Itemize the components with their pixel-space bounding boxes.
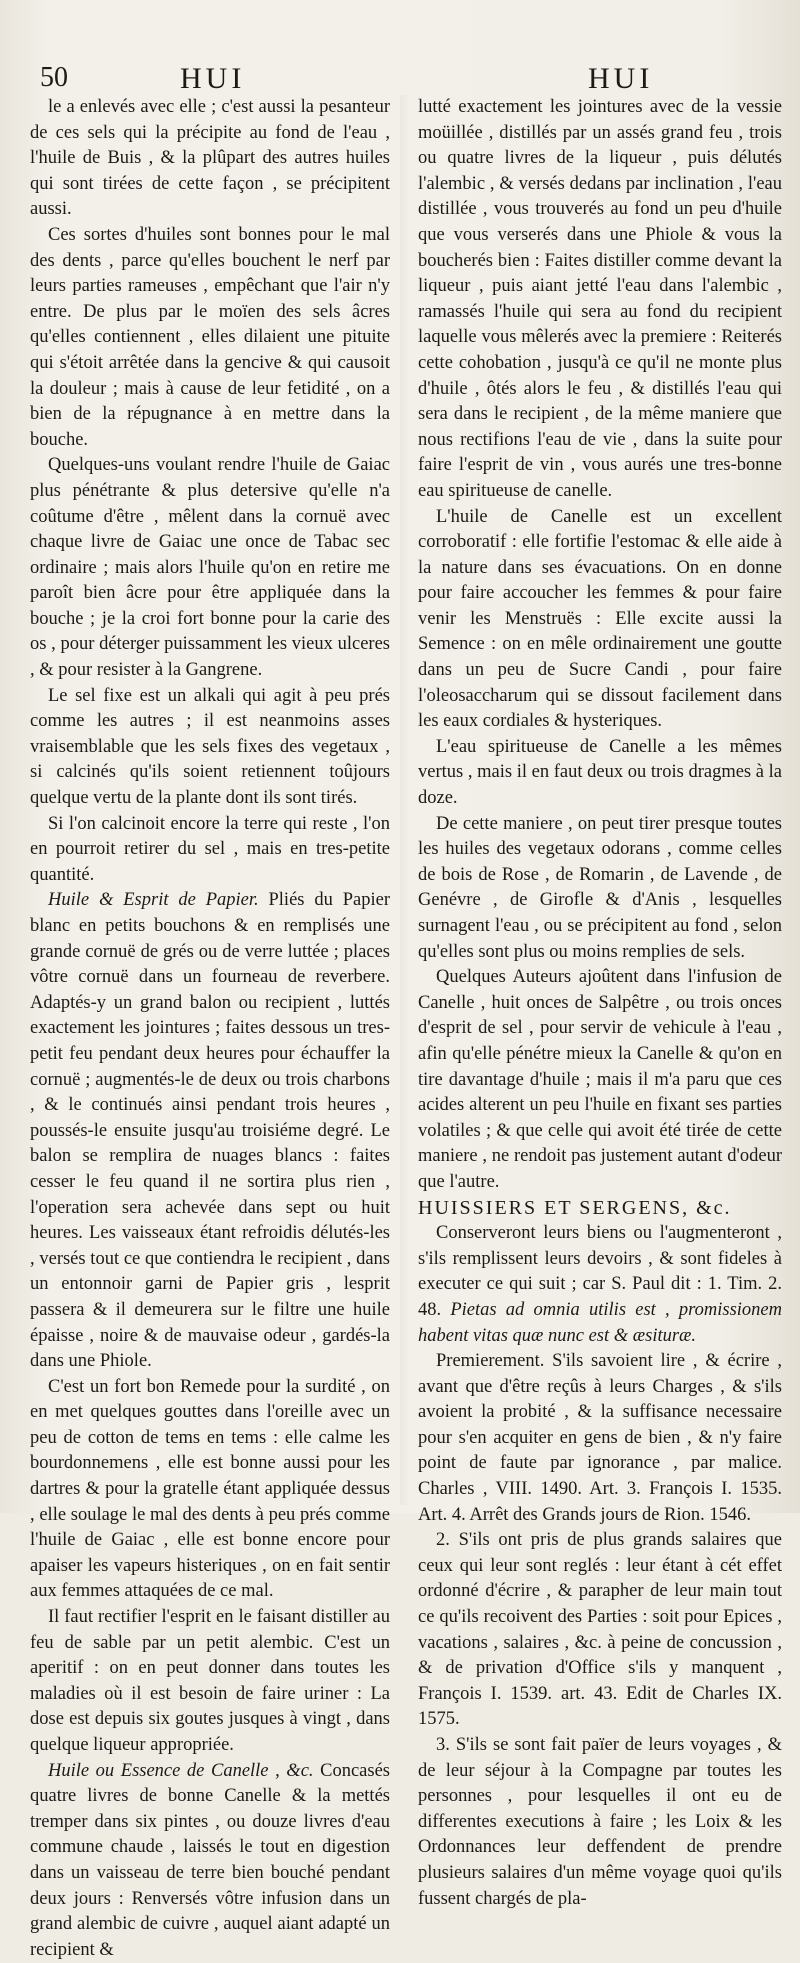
paragraph: Si l'on calcinoit encore la terre qui reste , l'on en pourroit retirer du sel , mais en tres-petite quantité. bbox=[30, 813, 390, 885]
paragraph: Quelques Auteurs ajoûtent dans l'infusion de Canelle , huit onces de Salpêtre , ou trois onces d'esprit de sel , pour servir de vehicule à l'eau , afin qu'elle pénétre mieux la Canelle & qu'on en tire davantage d'huile ; mais il m'a paru que ces acides alterent un peu l'huile en fixant ses parties volatiles ; & que celle qui avoit été tirée de cette maniere , ne rendoit pas justement autant d'odeur que l'autre. bbox=[418, 967, 782, 1192]
paragraph: le a enlevés avec elle ; c'est aussi la pesanteur de ces sels qui la précipite au fond de l'eau , l'huile de Buis , & la plûpart des autres huiles qui sont tirées de cette façon , se précipitent aussi. bbox=[30, 97, 390, 220]
paragraph: lutté exactement les jointures avec de la vessie moüillée , distillés par un assés grand feu , trois ou quatre livres de la liqueur , puis délutés l'alembic , & versés dedans par inclination , l'eau distillée , vous trouverés au fond un peu d'huile que vous verserés dans une Phiole & vous la boucherés bien : Faites distiller comme devant la liqueur , puis aiant jetté l'eau dans l'alembic , ramassés l'huile qui sera au fond du recipient laquelle vous mêlerés avec la premiere : Reiterés cette cohobation , jusqu'à ce qu'il ne monte plus d'huile , ôtés alors le feu , & distillés l'eau qui sera dans le recipient , de la même maniere que nous rectifions l'eau de vie , dans la suite pour faire l'esprit de vin , vous aurés une tres-bonne eau spiritueuse de canelle. bbox=[418, 97, 782, 501]
paragraph: Huile ou Essence de Canelle , &c. Concasés quatre livres de bonne Canelle & la mettés tremper dans six pintes , ou douze livres d'eau commune chaude , laissés le tout en digestion dans un vaisseau de terre bien bouché pendant deux jours : Renversés vôtre infusion dans un grand alembic de cuivre , auquel aiant adapté un recipient & bbox=[30, 1760, 391, 1960]
paragraph: C'est un fort bon Remede pour la surdité , on en met quelques gouttes dans l'oreille avec un peu de cotton de tems en tems : elle calme les bourdonnemens , elle est bonne aussi pour les dartres & pour la gratelle étant appliquée dessus , elle soulage le mal des dents à peu prés comme l'huile de Gaiac , elle est bonne encore pour apaiser les vapeurs histeriques , on en fait sentir aux femmes attaquées de ce mal. bbox=[30, 1376, 390, 1602]
paragraph: Le sel fixe est un alkali qui agit à peu prés comme les autres ; il est neanmoins asses vraisemblable que les sels fixes des vegetaux , si calcinés qu'ils soient retiennent toûjours quelque vertu de la plante dont ils sont tirés. bbox=[30, 685, 390, 809]
paragraph: L'eau spiritueuse de Canelle a les mêmes vertus , mais il en faut deux ou trois dragmes à la doze. bbox=[418, 736, 782, 809]
paragraph: L'huile de Canelle est un excellent corroboratif : elle fortifie l'estomac & elle aide à la nature dans ses évacuations. On en donne pour faire accoucher les femmes & pour faire venir les Menstruës : Elle excite aussi la Semence : on en mêle ordinairement une goutte dans un peu de Sucre Candi , pour faire l'oleosaccharum qui se dissout facilement dans les eaux cordiales & hysteriques. bbox=[418, 506, 782, 732]
paragraph: Quelques-uns voulant rendre l'huile de Gaiac plus pénétrante & plus detersive qu'elle n'a coûtume d'être , mêlent dans la cornuë avec chaque livre de Gaiac une once de Tabac sec ordinaire ; mais alors l'huile qu'on en retire me paroît bien âcre pour être appliquée dans la bouche ; je la croi fort bonne pour la carie des os , pour déterger puissamment les vieux ulceres , & pour resister à la Gangrene. bbox=[30, 455, 390, 681]
paragraph: De cette maniere , on peut tirer presque toutes les huiles des vegetaux odorans , comme celles de bois de Rose , de Romarin , de Lavende , de Genévre , de Girofle & d'Anis , lesquelles surnagent l'eau , ou se précipitent au fond , selon qu'elles sont plus ou moins remplies de sels. bbox=[418, 813, 782, 962]
run-in-heading: Huile ou Essence de Canelle , &c. bbox=[48, 1760, 314, 1781]
page-header bbox=[40, 48, 780, 98]
latin-quote: Pietas ad omnia utilis est , promissionem habent vitas quæ nunc est & æsituræ. bbox=[418, 1299, 782, 1346]
paragraph: Il faut rectifier l'esprit en le faisant distiller au feu de sable par un petit alembic. C'est un aperitif : on en peut donner dans toutes les maladies où il est besoin de faire uriner : La dose est depuis six goutes jusques à vingt , dans quelque liqueur appropriée. bbox=[30, 1607, 390, 1755]
gutter bbox=[400, 95, 410, 1505]
page-number: 50 bbox=[40, 62, 68, 93]
section-heading: HUISSIERS ET SERGENS, &c. bbox=[418, 1196, 732, 1219]
paragraph: 2. S'ils ont pris de plus grands salaires que ceux qui leur sont reglés : leur étant à cét effet ordonné d'écrire , & parapher de leur main tout ce qu'ils recoivent des Parties : soit pour Epices , vacations , salaires , &c. à peine de concussion , & de privation d'Office s'ils y manquent , François I. 1539. art. 43. Edit de Charles IX. 1575. bbox=[418, 1530, 782, 1730]
left-column bbox=[30, 95, 391, 1960]
paragraph: 3. S'ils se sont fait païer de leurs voyages , & de leur séjour à la Compagne par toutes les personnes , pour lesquelles il ont eu de differentes executions à faire ; les Loix & les Ordonnances leur deffendent de prendre plusieurs salaires d'un même voyage quoi qu'ils fussent chargés de pla- bbox=[418, 1735, 782, 1909]
right-column bbox=[418, 95, 782, 1909]
paragraph: Huile & Esprit de Papier. Pliés du Papier blanc en petits bouchons & en remplisés une grande cornuë de grés ou de verre luttée ; places vôtre cornuë dans un fourneau de reverbere. Adaptés-y un grand balon ou recipient , luttés exactement les jointures ; faites dessous un tres-petit feu pendant deux heures pour échauffer la cornuë ; augmentés-le de deux ou trois charbons , & le continués ainsi pendant trois heures , poussés-le ensuite jusqu'au troisiéme degré. Le balon se remplira de nuages blancs : faites cesser le feu quand il ne sortira plus rien , l'operation sera achevée dans sept ou huit heures. Les vaisseaux étant refroidis délutés-les , versés tout ce que contiendra le recipient , dans un entonnoir garni de Papier gris , lesprit passera & il demeurera sur le filtre une huile épaisse , noire & de mauvaise odeur , gardés-la dans une Phiole. bbox=[30, 890, 390, 1372]
paragraph: Ces sortes d'huiles sont bonnes pour le mal des dents , parce qu'elles bouchent le nerf par leurs parties rameuses , empêchant que l'air n'y entre. De plus par le moïen des sels âcres qu'elles contiennent , elles dilaient une pituite qui s'étoit arrêtée dans la gencive & qui causoit la douleur ; mais à cause de leur fetidité , on a bien de la répugnance à en mettre dans la bouche. bbox=[30, 224, 390, 450]
paragraph: Premierement. S'ils savoient lire , & écrire , avant que d'être reçûs à leurs Charges , & s'ils avoient la probité , & la suffisance necessaire pour s'en acquiter en gens de bien , & n'y faire point de faute par ignorance , par malice. Charles , VIII. 1490. Art. 3. François I. 1535. Art. 4. Arrêt des Grands jours de Rion. 1546. bbox=[418, 1351, 782, 1525]
running-head-right: HUI bbox=[588, 62, 654, 95]
running-head-left: HUI bbox=[180, 62, 246, 95]
run-in-heading: Huile & Esprit de Papier. bbox=[48, 890, 259, 911]
paragraph: Conserveront leurs biens ou l'augmenteront , s'ils remplissent leurs devoirs , & sont fideles à executer ce qui suit ; car S. Paul dit : 1. Tim. 2. 48. Pietas ad omnia utilis est , promissionem habent vitas quæ nunc est & æsituræ. bbox=[418, 1223, 782, 1346]
